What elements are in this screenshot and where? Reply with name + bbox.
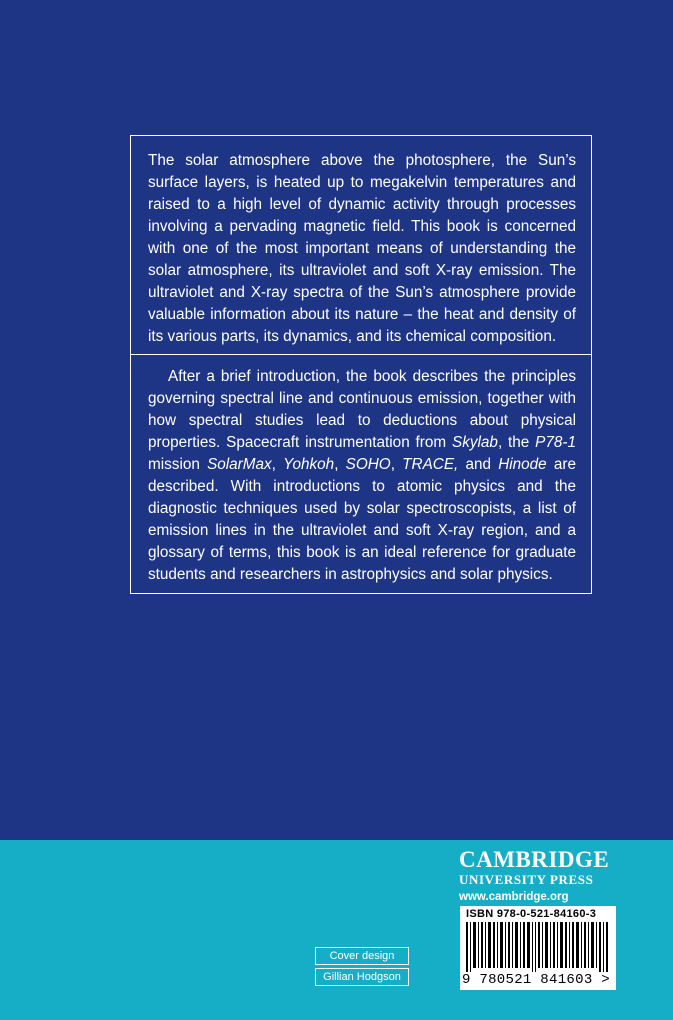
p2-text-3: mission	[148, 456, 208, 473]
blurb-paragraph-2	[148, 366, 576, 586]
mission-hinode: Hinode	[498, 456, 547, 473]
blurb-paragraph-1: The solar atmosphere above the photosphere, the Sun’s surface layers, is heated up to megakelvin temperatures and raised to a high level of dynamic activity through processes involving a pervading magnetic field. This book is concerned with one of the most important means of understanding the solar atmosphere, its ultraviolet and soft X-ray emission. The ultraviolet and X-ray spectra of the Sun’s atmosphere provide valuable information about its nature – the heat and density of its various parts, its dynamics, and its chemical composition.	[148, 152, 576, 345]
barcode-bars-icon	[466, 922, 610, 972]
p2-text-5: are described. With introductions to atomic physics and the diagnostic techniques used by solar spectroscopists, a list of emission lines in the ultraviolet and soft X-ray region, and a glossary of terms, this book is an ideal reference for graduate students and researchers in astrophysics and solar physics.	[148, 456, 577, 583]
p2-sep-1: ,	[271, 456, 284, 473]
blurb-divider	[131, 354, 591, 355]
mission-solarmax: SolarMax	[207, 456, 272, 473]
barcode	[460, 906, 616, 990]
p2-text-2: , the	[497, 434, 536, 451]
p2-text-4: and	[458, 456, 499, 473]
blurb-box	[130, 135, 592, 594]
publisher-logo	[459, 848, 619, 906]
publisher-url: www.cambridge.org	[459, 891, 569, 903]
mission-trace: TRACE,	[402, 456, 459, 473]
barcode-digits: 9 780521 841603 >	[462, 972, 610, 988]
credit-designer-name: Gillian Hodgson	[315, 968, 409, 986]
p2-text-1: After a brief introduction, the book describes the principles governing spectral line and continuous emission, together with how spectral studies lead to deductions about physical properties. Spacecraft instrumentation from	[148, 368, 576, 451]
publisher-name: CAMBRIDGE	[459, 847, 610, 872]
mission-p78-1: P78-1	[535, 434, 576, 451]
publisher-press: UNIVERSITY PRESS	[459, 872, 594, 887]
mission-soho: SOHO	[345, 456, 391, 473]
credit-cover-design: Cover design	[315, 947, 409, 965]
mission-yohkoh: Yohkoh	[283, 456, 335, 473]
mission-skylab: Skylab	[452, 434, 498, 451]
p2-sep-3: ,	[390, 456, 403, 473]
p2-sep-2: ,	[334, 456, 346, 473]
isbn-label: ISBN 978-0-521-84160-3	[466, 908, 597, 920]
